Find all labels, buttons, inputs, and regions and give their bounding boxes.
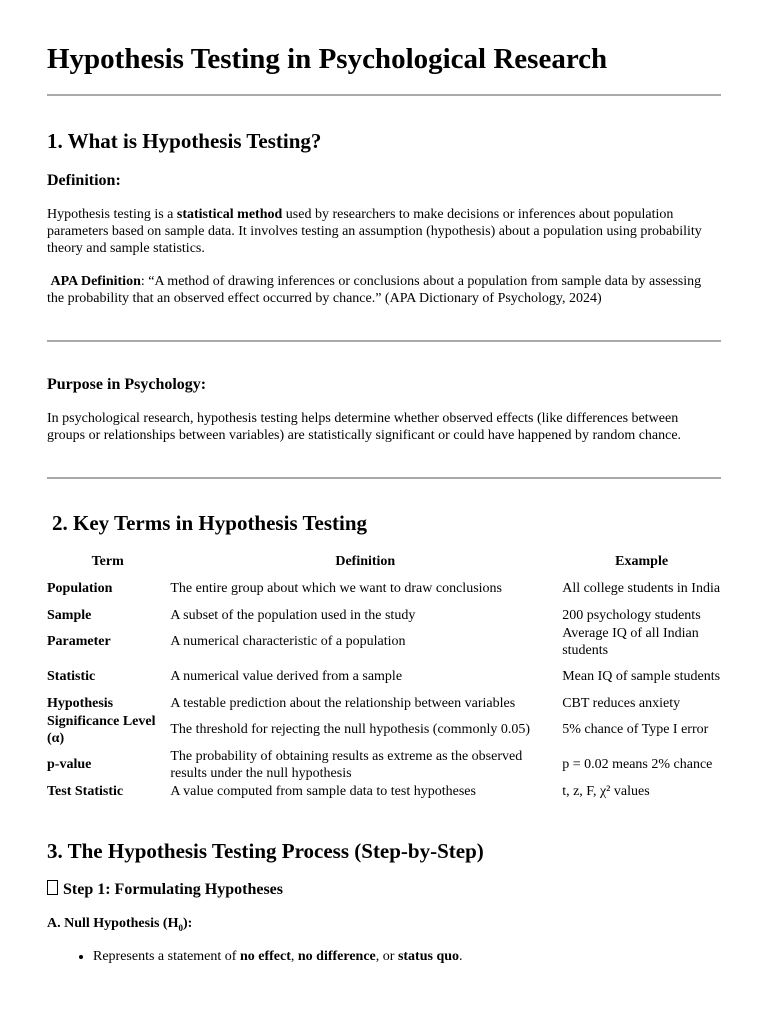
list-item: • Represents a statement of no effect, no difference, or status quo. xyxy=(93,948,463,965)
definition-cell: The threshold for rejecting the null hypothesis (commonly 0.05) xyxy=(170,722,530,737)
example-cell: Mean IQ of sample students xyxy=(562,669,721,684)
example-cell: t, z, F, χ² values xyxy=(562,783,650,799)
table-header-row xyxy=(46,552,722,571)
table-row xyxy=(46,606,722,624)
term-cell: Test Statistic xyxy=(47,783,124,799)
table-row xyxy=(46,782,722,800)
key-terms-table xyxy=(46,552,722,800)
term-cell: p-value xyxy=(47,757,92,772)
divider xyxy=(47,477,721,479)
definition-cell: The probability of obtaining results as extreme as the observed results under the null hypothesis xyxy=(170,748,523,781)
null-hypothesis-list xyxy=(47,948,463,965)
example-cell: p = 0.02 means 2% chance xyxy=(562,757,713,772)
definition-cell: A subset of the population used in the study xyxy=(170,607,416,623)
term-cell: Significance Level (α) xyxy=(47,713,156,746)
purpose-paragraph: In psychological research, hypothesis testing helps determine whether observed effects (like differences between groups or relationships between variables) are statistically significant or could have happened by random chance. xyxy=(47,411,682,443)
section1-heading: 1. What is Hypothesis Testing? xyxy=(47,129,322,153)
term-cell: Sample xyxy=(47,607,92,623)
table-row xyxy=(46,747,722,782)
divider xyxy=(47,94,721,96)
apa-definition-paragraph: APA Definition: “A method of drawing inferences or conclusions about a population from sample data by assessing the probability that an observed effect occurred by chance.” (APA Dictionary of Psychology, 2024) xyxy=(47,274,702,306)
definition-heading: Definition: xyxy=(47,172,121,189)
section3-heading: 3. The Hypothesis Testing Process (Step-by-Step) xyxy=(47,839,484,863)
example-cell: 5% chance of Type I error xyxy=(562,722,709,737)
definition-paragraph: Hypothesis testing is a statistical method used by researchers to make decisions or inferences about population parameters based on sample data. It involves testing an assumption (hypothesis) about a population using probability theory and sample statistics. xyxy=(47,207,702,256)
divider xyxy=(47,340,721,342)
term-cell: Statistic xyxy=(47,669,96,684)
column-header-example: Example xyxy=(615,554,669,569)
definition-cell: A numerical value derived from a sample xyxy=(170,669,403,684)
table-row xyxy=(46,712,722,747)
table-row xyxy=(46,624,722,659)
step1-heading: Step 1: Formulating Hypotheses xyxy=(47,880,283,899)
example-cell: All college students in India xyxy=(562,581,721,596)
table-row xyxy=(46,571,722,606)
column-header-definition: Definition xyxy=(335,554,396,569)
missing-glyph-icon xyxy=(47,880,58,895)
page-title: Hypothesis Testing in Psychological Research xyxy=(47,43,608,75)
section2-heading: 2. Key Terms in Hypothesis Testing xyxy=(52,511,368,535)
definition-cell: A numerical characteristic of a population xyxy=(170,634,406,649)
definition-cell: A testable prediction about the relationship between variables xyxy=(170,695,516,711)
example-cell: 200 psychology students xyxy=(562,607,701,623)
definition-cell: The entire group about which we want to draw conclusions xyxy=(170,581,502,596)
term-cell: Population xyxy=(47,581,113,596)
table-row xyxy=(46,659,722,694)
term-cell: Parameter xyxy=(47,634,111,649)
example-cell: CBT reduces anxiety xyxy=(562,695,681,711)
definition-cell: A value computed from sample data to test hypotheses xyxy=(170,783,476,799)
table-row xyxy=(46,694,722,712)
column-header-term: Term xyxy=(91,554,124,569)
null-hypothesis-heading: A. Null Hypothesis $(H_0)$: xyxy=(47,916,193,933)
example-cell: Average IQ of all Indian students xyxy=(562,625,699,658)
purpose-heading: Purpose in Psychology: xyxy=(47,376,207,393)
term-cell: Hypothesis xyxy=(47,695,114,711)
